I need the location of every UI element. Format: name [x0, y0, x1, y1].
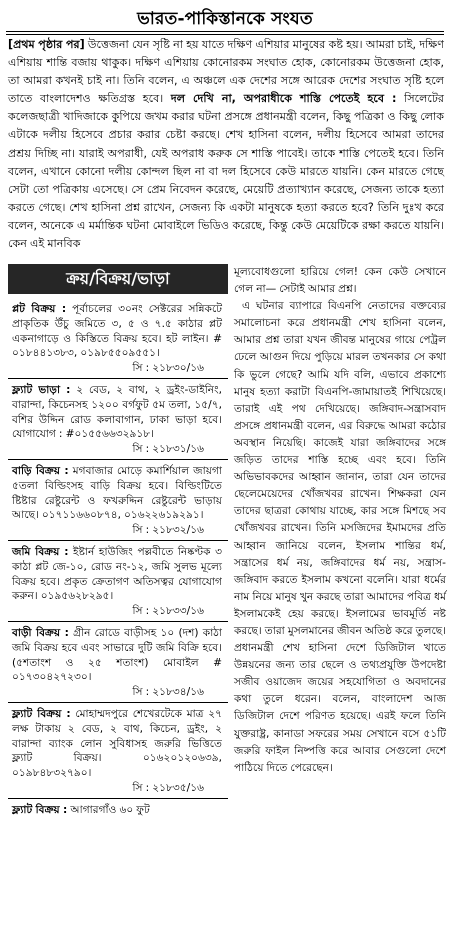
ad-code: সি : ২১৮৩৪/১৬	[132, 686, 204, 699]
classifieds-section	[8, 264, 228, 927]
classified-ad	[8, 298, 228, 379]
ad-body: পূর্বাচলের ৩০নং সেক্টরের সন্নিকটে প্রাকৃতিক উঁচু জমিতে ৩, ৫ ও ৭.৫ কাঠার প্লট একনাগাড়ে ও কিস্তিতে বিক্রয় হবে। হট লাইন। # ০১৮৪৪১৩৮৩, ০১৯৮৫৫০৯৫৫১।	[12, 303, 222, 360]
headline-rule-top	[6, 31, 444, 32]
continued-tag: [প্রথম পৃষ্ঠার পর]	[8, 38, 85, 51]
ad-code: সি : ২১৮৩৩/১৬	[132, 605, 204, 618]
classified-ad	[8, 703, 228, 799]
ad-body: গ্রীন রোডে বাড়ীসহ ১০ (দশ) কাঠা জমি বিক্রয় হবে এবং সাভারে দুটি জমি বিক্রি হবে। (৫শতাংশ ও ২৫ শতাংশ) মোবাইল # ০১৭৩০৪২৭২৩০।	[12, 626, 222, 684]
article-headline: ভারত-পাকিস্তানকে সংযত	[137, 9, 313, 29]
ad-title: বাড়ী বিক্রয় :	[12, 626, 69, 639]
classified-ads-list	[8, 298, 228, 820]
classified-ad	[8, 799, 228, 820]
ad-code: সি : ২১৮৩৫/১৬	[132, 781, 204, 794]
article-continuation	[234, 264, 446, 777]
ad-title: ফ্ল্যাট ভাড়া :	[12, 383, 71, 396]
continuation-paragraph: মূল্যবোধগুলো হারিয়ে গেল! কেন কেউ সেখানে গেল না— সেটাই আমার প্রশ্ন।	[234, 266, 446, 296]
ad-body: আগারগাঁও ৬০ ফুট	[67, 803, 150, 816]
ad-code: সি : ২১৮৩০/১৬	[132, 362, 204, 375]
headline-rule-bottom	[6, 34, 444, 35]
classified-ad	[8, 541, 228, 622]
classifieds-header: ক্রয়/বিক্রয়/ভাড়া	[8, 264, 228, 294]
continuation-paragraph: এ ঘটনার ব্যাপারে বিএনপি নেতাদের বক্তব্যের সমালোচনা করে প্রধানমন্ত্রী শেখ হাসিনা বলেন, আমার প্রশ্ন তারা যখন জীবন্ত মানুষের গায়ে পেট্রল ঢেলে আগুন দিয়ে পুড়িয়ে মারল তখনকার সে কথা কি ভুলে গেছে? আমি যদি বলি, এভাবে প্রকাশ্যে মানুষ হত্যা করাটা বিএনপি-জামায়াতই শিখিয়েছে। তারাই এই পথ দেখিয়েছে। জঙ্গিবাদ-সন্ত্রাসবাদ প্রসঙ্গে প্রধানমন্ত্রী বলেন, এর বিরুদ্ধে আমরা কঠোর অবস্থান নিয়েছি। কাজেই যারা জঙ্গিবাদের সঙ্গে জড়িত তাদের শাস্তি হচ্ছে এবং হবে। তিনি অভিভাবকদের আহ্বান জানান, তারা যেন তাদের ছেলেমেয়েদের খোঁজখবর রাখেন। শিক্ষকরা যেন তাদের ছাত্ররা কোথায় যাচ্ছে, কার সঙ্গে মিশছে সব খোঁজখবর রাখেন। তিনি মসজিদের ইমামদের প্রতি আহ্বান জানিয়ে বলেন, ইসলাম শান্তির ধর্ম, সন্ত্রাসের ধর্ম নয়, জঙ্গিবাদের ধর্ম নয়, সন্ত্রাস-জঙ্গিবাদ করতে ইসলাম কখনো বলেনি। যারা ধর্মের নাম নিয়ে মানুষ খুন করছে তারা আমাদের পবিত্র ধর্ম ইসলামকেই হেয় করছে। ইসলামের ভাবমূর্তি নষ্ট করছে। তারা মুসলমানের জীবন অতিষ্ঠ করে তুলছে। প্রধানমন্ত্রী শেখ হাসিনা দেশে ডিজিটাল খাতে উন্নয়নের জন্য তার ছেলে ও তথ্যপ্রযুক্তি উপদেষ্টা সজীব ওয়াজেদ জয়ের সহযোগিতা ও অবদানের কথা তুলে ধরেন। বলেন, বাংলাদেশ আজ ডিজিটাল দেশে পরিণত হয়েছে। এরই ফলে তিনি যুক্তরাষ্ট্র, কানাডা সফরের সময় সেখানে বসে ৫১টি জরুরি ফাইল নিষ্পত্তি করে আবার সেগুলো দেশে পাঠিয়ে দিতে পেরেছেন।	[234, 300, 446, 774]
ad-code: সি : ২১৮৩২/১৬	[132, 524, 204, 537]
ad-title: জমি বিক্রয় :	[12, 545, 69, 558]
lead-text: উত্তেজনা যেন সৃষ্টি না হয় যাতে দক্ষিণ এশিয়ার মানুষের কষ্ট হয়। আমরা চাই, দক্ষিণ এশিয়ায় শান্তি বজায় থাকুক। দক্ষিণ এশিয়ায় কোনোরকম সংঘাত হোক, কোনোরকম উত্তেজনা হোক, তা আমরা কখনই চাই না। তিনি বলেন, এ অঞ্চলে এক দেশের সঙ্গে আরেক দেশের সংঘাত সৃষ্টি হলে তাতে বাংলাদেশও ক্ষতিগ্রস্ত হবে।	[8, 38, 444, 106]
classified-ad	[8, 460, 228, 541]
ad-code: সি : ২১৮৩১/১৬	[132, 443, 204, 456]
classified-ad	[8, 622, 228, 703]
ad-title: প্লট বিক্রয় :	[12, 303, 67, 315]
classified-ad	[8, 379, 228, 460]
article-lead	[8, 36, 444, 253]
ad-title: ফ্ল্যাট বিক্রয় :	[12, 707, 71, 720]
ad-title: বাড়ি বিক্রয় :	[12, 464, 69, 477]
ad-body: মগবাজার মোড়ে কমার্শিয়াল জায়গা ৫তলা বিল্ডিংসহ বাড়ি বিক্রয় হবে। বিল্ডিংটিতে ষ্টিষ্টার রেষ্টুরেন্ট ও ফখরুদ্দিন রেষ্টুরেন্ট ভাড়ায় আছে। ০১৭১১৬৬০৮৭৪, ০১৬২২৬১৯২৯১।	[12, 464, 222, 522]
ad-body: ২ বেড, ২ বাথ, ২ ড্রইং-ডাইনিং, বারান্দা, কিচেনসহ ১২০০ বর্গফুট ৫ম তলা, ১৫/৭, বশির উদ্দিন রোড কলাবাগান, ঢাকা ভাড়া হবে। যোগাযোগ : #০১৫৫৬৬৩২৯১৮।	[12, 383, 222, 441]
ad-body: মোহাম্মদপুরে শেখেরটেকে মাত্র ২৭ লক্ষ টাকায় ২ বেড, ২ বাথ, কিচেন, ড্রইং, ২ বারান্দা ব্যাংক লোন সুবিধাসহ জরুরি ভিত্তিতে ফ্ল্যাট বিক্রয়। ০১৬২০১২০৬৩৯, ০১৯৮৪৮৩২৭৯০।	[12, 707, 223, 780]
sub-heading: দল দেখি না, অপরাধীকে শাস্তি পেতেই হবে :	[170, 92, 397, 106]
ad-body: ইষ্টার্ন হাউজিং পল্লবীতে নিষ্কণ্টক ৩ কাঠা প্লট জে-১০, রোড নং-১২, জমি সুলভ মূল্যে বিক্রয় হবে। প্রকৃত ক্রেতাগণ অতিসত্বর যোগাযোগ করুন। ০১৯৫৬২৮২৯৫।	[12, 545, 222, 603]
sub-text: সিলেটের কলেজছাত্রী খাদিজাকে কুপিয়ে জখম করার ঘটনা প্রসঙ্গে প্রধানমন্ত্রী বলেন, কিছু পত্রিকা ও কিছু লোক এটাকে দলীয় হিসেবে প্রচার করার চেষ্টা করছে। শেখ হাসিনা বলেন, দলীয় হিসেবে আমরা তাদের প্রশ্রয় দিচ্ছি না। যারাই অপরাধী, যেই অপরাধ করুক সে শাস্তি পাবেই। তাকে শাস্তি পেতেই হবে। তিনি বলেন, এখানে কোনো দলীয় কোন্দল ছিল না বা দল হিসেবে কেউ মারতে যায়নি। কেন মারতে গেছে সেটা তো পত্রিকায় এসেছে। সে প্রেম নিবেদন করেছে, মেয়েটি প্রত্যাখ্যান করেছে, সেজন্য তাকে হত্যা করতে গেছে। শেখ হাসিনা প্রশ্ন রাখেন, সেজন্য কি একটা মানুষকে হত্যা করতে হবে? তিনি দুঃখ করে বলেন, অনেকে এ মর্মান্তিক ঘটনা মোবাইলে ভিডিও করেছে, কিন্তু কেউ মেয়েটিকে রক্ষা করতে যায়নি। কেন এই মানবিক	[8, 92, 444, 251]
ad-title: ফ্ল্যাট বিক্রয় :	[12, 803, 68, 816]
